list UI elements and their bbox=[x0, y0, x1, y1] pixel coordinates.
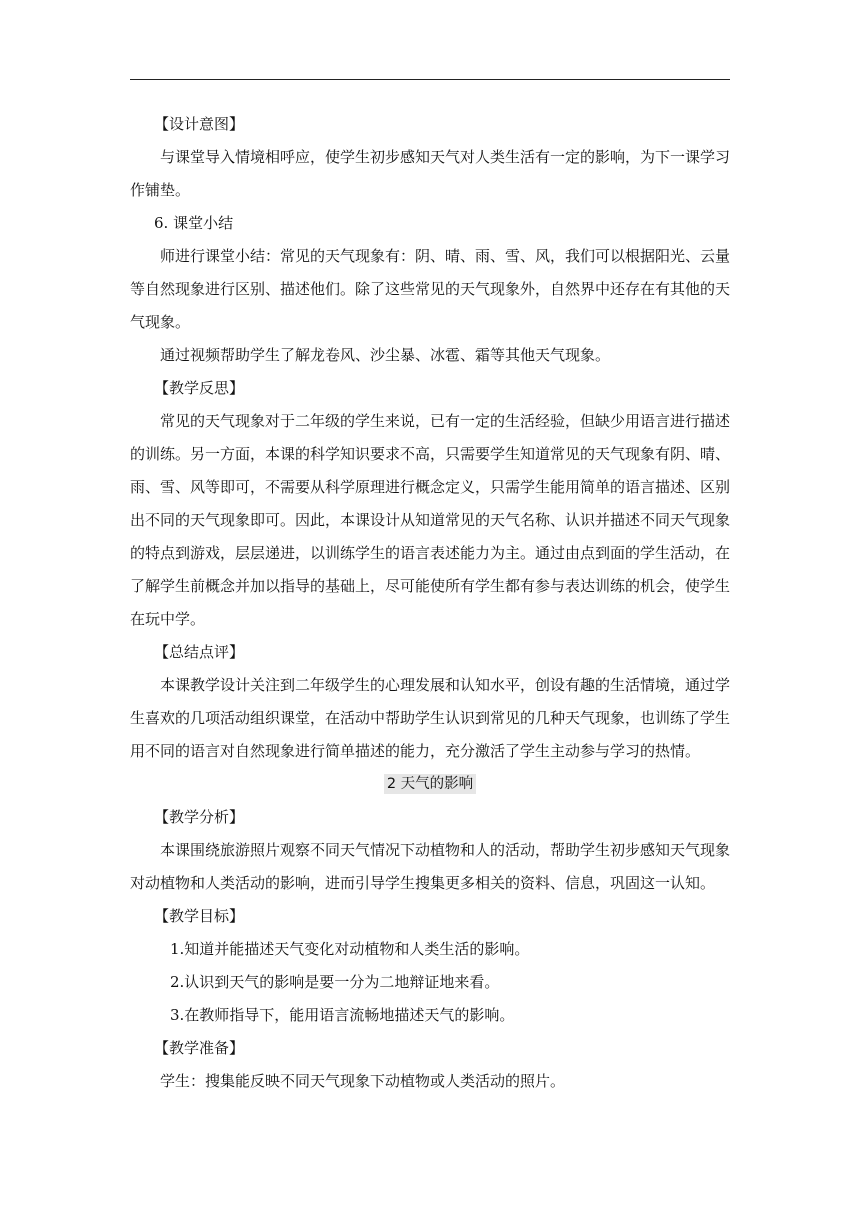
goals-heading: 【教学目标】 bbox=[154, 907, 245, 925]
design-intent-heading: 【设计意图】 bbox=[154, 115, 245, 133]
lesson-title-text: 2 天气的影响 bbox=[384, 774, 476, 794]
goal-item: 2.认识到天气的影响是要一分为二地辩证地来看。 bbox=[170, 973, 500, 991]
header-rule bbox=[130, 79, 730, 80]
summary-heading: 6. 课堂小结 bbox=[154, 214, 234, 232]
document-body bbox=[130, 108, 730, 1098]
goal-item: 1.知道并能描述天气变化对动植物和人类生活的影响。 bbox=[170, 940, 530, 958]
reflection-heading: 【教学反思】 bbox=[154, 379, 245, 397]
goal-item: 3.在教师指导下，能用语言流畅地描述天气的影响。 bbox=[170, 1006, 515, 1024]
prep-heading: 【教学准备】 bbox=[154, 1039, 245, 1057]
analysis-heading: 【教学分析】 bbox=[154, 808, 245, 826]
summary-paragraph-2: 通过视频帮助学生了解龙卷风、沙尘暴、冰雹、霜等其他天气现象。 bbox=[160, 346, 611, 364]
analysis-paragraph: 本课围绕旅游照片观察不同天气情况下动植物和人的活动，帮助学生初步感知天气现象对动植物和人类活动的影响，进而引导学生搜集更多相关的资料、信息，巩固这一认知。 bbox=[130, 841, 731, 892]
review-paragraph: 本课教学设计关注到二年级学生的心理发展和认知水平，创设有趣的生活情境，通过学生喜欢的几项活动组织课堂，在活动中帮助学生认识到常见的几种天气现象，也训练了学生用不同的语言对自然现象进行简单描述的能力，充分激活了学生主动参与学习的热情。 bbox=[130, 676, 731, 760]
summary-paragraph-1: 师进行课堂小结：常见的天气现象有：阴、晴、雨、雪、风，我们可以根据阳光、云量等自然现象进行区别、描述他们。除了这些常见的天气现象外，自然界中还存在有其他的天气现象。 bbox=[130, 247, 731, 331]
review-heading: 【总结点评】 bbox=[154, 643, 245, 661]
reflection-paragraph: 常见的天气现象对于二年级的学生来说，已有一定的生活经验，但缺少用语言进行描述的训练。另一方面，本课的科学知识要求不高，只需要学生知道常见的天气现象有阴、晴、雨、雪、风等即可，不需要从科学原理进行概念定义，只需学生能用简单的语言描述、区别出不同的天气现象即可。因此，本课设计从知道常见的天气名称、认识并描述不同天气现象的特点到游戏，层层递进，以训练学生的语言表述能力为主。通过由点到面的学生活动，在了解学生前概念并加以指导的基础上，尽可能使所有学生都有参与表达训练的机会，使学生在玩中学。 bbox=[130, 412, 731, 628]
design-intent-paragraph: 与课堂导入情境相呼应，使学生初步感知天气对人类生活有一定的影响，为下一课学习作铺垫。 bbox=[130, 148, 731, 199]
lesson-title bbox=[130, 768, 730, 801]
prep-paragraph: 学生：搜集能反映不同天气现象下动植物或人类活动的照片。 bbox=[160, 1072, 566, 1090]
